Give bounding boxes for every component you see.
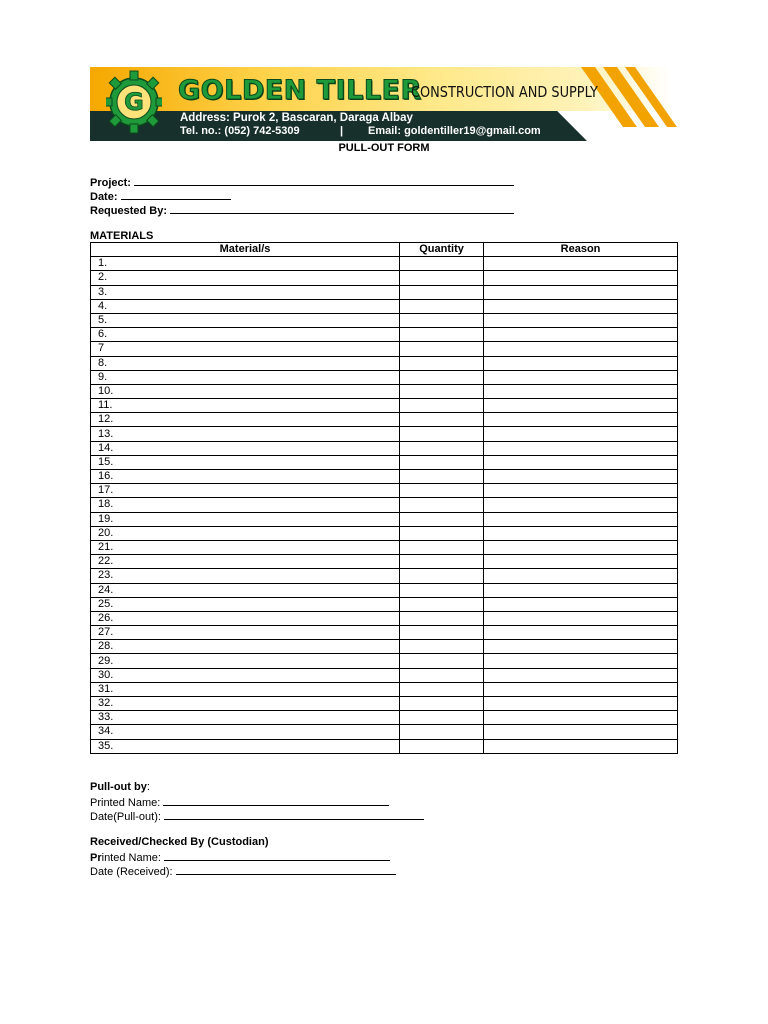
row-number: 16.: [91, 470, 400, 484]
row-number: 32.: [91, 697, 400, 711]
table-row: [91, 555, 678, 569]
reason-cell[interactable]: [484, 342, 678, 356]
table-row: [91, 569, 678, 583]
quantity-cell[interactable]: [400, 597, 484, 611]
quantity-cell[interactable]: [400, 399, 484, 413]
row-number: 26.: [91, 611, 400, 625]
quantity-cell[interactable]: [400, 427, 484, 441]
table-row: [91, 697, 678, 711]
row-number: 5.: [91, 313, 400, 327]
materials-table: [90, 242, 678, 754]
row-number: 34.: [91, 725, 400, 739]
row-number: 2.: [91, 271, 400, 285]
pullout-date-field: [90, 809, 424, 823]
row-number: 15.: [91, 455, 400, 469]
reason-cell[interactable]: [484, 682, 678, 696]
table-row: [91, 470, 678, 484]
table-row: [91, 413, 678, 427]
quantity-cell[interactable]: [400, 640, 484, 654]
reason-cell[interactable]: [484, 725, 678, 739]
gear-logo-icon: [106, 69, 162, 135]
pullout-date-line[interactable]: [164, 809, 424, 820]
quantity-cell[interactable]: [400, 654, 484, 668]
quantity-cell[interactable]: [400, 313, 484, 327]
reason-cell[interactable]: [484, 356, 678, 370]
row-number: 31.: [91, 682, 400, 696]
row-number: 35.: [91, 739, 400, 753]
pullout-printed-name-line[interactable]: [163, 795, 389, 806]
company-address: Address: Purok 2, Bascaran, Daraga Albay: [180, 112, 413, 124]
table-row: [91, 356, 678, 370]
quantity-cell[interactable]: [400, 512, 484, 526]
quantity-cell[interactable]: [400, 540, 484, 554]
date-field: [90, 189, 231, 203]
reason-cell[interactable]: [484, 257, 678, 271]
row-number: 10.: [91, 384, 400, 398]
company-phone: Tel. no.: (052) 742-5309: [180, 125, 300, 137]
received-printed-name-field: [90, 850, 390, 864]
reason-cell[interactable]: [484, 711, 678, 725]
column-header-material: Material/s: [91, 243, 400, 257]
reason-cell[interactable]: [484, 739, 678, 753]
quantity-cell[interactable]: [400, 342, 484, 356]
table-row: [91, 328, 678, 342]
reason-cell[interactable]: [484, 271, 678, 285]
reason-cell[interactable]: [484, 583, 678, 597]
reason-cell[interactable]: [484, 540, 678, 554]
reason-cell[interactable]: [484, 640, 678, 654]
table-row: [91, 257, 678, 271]
reason-cell[interactable]: [484, 597, 678, 611]
row-number: 18.: [91, 498, 400, 512]
row-number: 22.: [91, 555, 400, 569]
table-row: [91, 342, 678, 356]
requested-by-field: [90, 203, 514, 217]
table-row: [91, 540, 678, 554]
company-email: Email: goldentiller19@gmail.com: [368, 125, 541, 137]
quantity-cell[interactable]: [400, 697, 484, 711]
reason-cell[interactable]: [484, 455, 678, 469]
quantity-cell[interactable]: [400, 668, 484, 682]
reason-cell[interactable]: [484, 470, 678, 484]
reason-cell[interactable]: [484, 285, 678, 299]
reason-cell[interactable]: [484, 413, 678, 427]
received-date-field: [90, 864, 396, 878]
received-heading: [90, 836, 269, 848]
quantity-cell[interactable]: [400, 455, 484, 469]
quantity-cell[interactable]: [400, 441, 484, 455]
received-heading-text: Received/Checked By (Custodian): [90, 836, 269, 848]
row-number: 12.: [91, 413, 400, 427]
row-number: 8.: [91, 356, 400, 370]
row-number: 25.: [91, 597, 400, 611]
row-number: 17.: [91, 484, 400, 498]
reason-cell[interactable]: [484, 697, 678, 711]
row-number: 27.: [91, 626, 400, 640]
table-row: [91, 299, 678, 313]
pullout-printed-name-field: [90, 795, 389, 809]
table-row: [91, 583, 678, 597]
table-row: [91, 313, 678, 327]
requested-by-label: Requested By:: [90, 205, 168, 217]
reason-cell[interactable]: [484, 399, 678, 413]
reason-cell[interactable]: [484, 526, 678, 540]
table-row: [91, 399, 678, 413]
date-line[interactable]: [121, 189, 231, 200]
pullout-printed-name-label: Printed Name:: [90, 797, 161, 809]
table-header-row: [91, 243, 678, 257]
table-row: [91, 654, 678, 668]
pullout-heading-colon: :: [146, 781, 150, 793]
materials-table-body: [91, 257, 678, 754]
quantity-cell[interactable]: [400, 484, 484, 498]
quantity-cell[interactable]: [400, 370, 484, 384]
reason-cell[interactable]: [484, 626, 678, 640]
quantity-cell[interactable]: [400, 271, 484, 285]
contact-separator: |: [340, 125, 344, 137]
table-row: [91, 498, 678, 512]
table-row: [91, 370, 678, 384]
pullout-heading-text: Pull-out by: [90, 781, 147, 793]
row-number: 29.: [91, 654, 400, 668]
table-row: [91, 285, 678, 299]
row-number: 3.: [91, 285, 400, 299]
quantity-cell[interactable]: [400, 725, 484, 739]
reason-cell[interactable]: [484, 611, 678, 625]
company-name: GOLDEN TILLER: [178, 75, 422, 106]
row-number: 14.: [91, 441, 400, 455]
row-number: 7: [91, 342, 400, 356]
reason-cell[interactable]: [484, 313, 678, 327]
table-row: [91, 484, 678, 498]
row-number: 30.: [91, 668, 400, 682]
row-number: 20.: [91, 526, 400, 540]
pullout-date-label: Date(Pull-out):: [90, 811, 161, 823]
quantity-cell[interactable]: [400, 626, 484, 640]
quantity-cell[interactable]: [400, 413, 484, 427]
received-printed-name-line[interactable]: [164, 850, 390, 861]
reason-cell[interactable]: [484, 484, 678, 498]
received-date-label: Date (Received):: [90, 866, 173, 878]
received-printed-name-prefix: Pr: [90, 852, 102, 864]
received-date-line[interactable]: [176, 864, 396, 875]
row-number: 33.: [91, 711, 400, 725]
table-row: [91, 427, 678, 441]
quantity-cell[interactable]: [400, 384, 484, 398]
requested-by-line[interactable]: [170, 203, 514, 214]
table-row: [91, 455, 678, 469]
quantity-cell[interactable]: [400, 555, 484, 569]
reason-cell[interactable]: [484, 441, 678, 455]
row-number: 23.: [91, 569, 400, 583]
table-row: [91, 384, 678, 398]
form-title: PULL-OUT FORM: [338, 142, 430, 154]
table-row: [91, 597, 678, 611]
quantity-cell[interactable]: [400, 257, 484, 271]
quantity-cell[interactable]: [400, 583, 484, 597]
table-row: [91, 441, 678, 455]
table-row: [91, 611, 678, 625]
table-row: [91, 711, 678, 725]
row-number: 24.: [91, 583, 400, 597]
row-number: 11.: [91, 399, 400, 413]
quantity-cell[interactable]: [400, 285, 484, 299]
quantity-cell[interactable]: [400, 611, 484, 625]
materials-heading: MATERIALS: [90, 230, 154, 242]
reason-cell[interactable]: [484, 654, 678, 668]
column-header-quantity: Quantity: [400, 243, 484, 257]
quantity-cell[interactable]: [400, 569, 484, 583]
table-row: [91, 626, 678, 640]
row-number: 28.: [91, 640, 400, 654]
reason-cell[interactable]: [484, 370, 678, 384]
company-banner: [90, 67, 670, 141]
reason-cell[interactable]: [484, 299, 678, 313]
logo-letter: G: [124, 88, 144, 116]
quantity-cell[interactable]: [400, 682, 484, 696]
row-number: 13.: [91, 427, 400, 441]
column-header-reason: Reason: [484, 243, 678, 257]
quantity-cell[interactable]: [400, 356, 484, 370]
reason-cell[interactable]: [484, 569, 678, 583]
table-row: [91, 682, 678, 696]
reason-cell[interactable]: [484, 668, 678, 682]
table-row: [91, 668, 678, 682]
row-number: 6.: [91, 328, 400, 342]
project-label: Project:: [90, 177, 131, 189]
project-field: [90, 175, 514, 189]
reason-cell[interactable]: [484, 384, 678, 398]
table-row: [91, 512, 678, 526]
reason-cell[interactable]: [484, 512, 678, 526]
received-printed-name-label: inted Name:: [101, 852, 161, 864]
row-number: 19.: [91, 512, 400, 526]
table-row: [91, 640, 678, 654]
table-row: [91, 739, 678, 753]
quantity-cell[interactable]: [400, 526, 484, 540]
table-row: [91, 271, 678, 285]
date-label: Date:: [90, 191, 118, 203]
quantity-cell[interactable]: [400, 498, 484, 512]
reason-cell[interactable]: [484, 328, 678, 342]
pullout-heading: [90, 781, 150, 793]
reason-cell[interactable]: [484, 427, 678, 441]
table-row: [91, 725, 678, 739]
row-number: 1.: [91, 257, 400, 271]
project-line[interactable]: [134, 175, 514, 186]
row-number: 4.: [91, 299, 400, 313]
reason-cell[interactable]: [484, 498, 678, 512]
quantity-cell[interactable]: [400, 328, 484, 342]
quantity-cell[interactable]: [400, 711, 484, 725]
row-number: 9.: [91, 370, 400, 384]
quantity-cell[interactable]: [400, 299, 484, 313]
quantity-cell[interactable]: [400, 470, 484, 484]
row-number: 21.: [91, 540, 400, 554]
company-tagline: CONSTRUCTION AND SUPPLY: [411, 83, 598, 101]
table-row: [91, 526, 678, 540]
quantity-cell[interactable]: [400, 739, 484, 753]
reason-cell[interactable]: [484, 555, 678, 569]
